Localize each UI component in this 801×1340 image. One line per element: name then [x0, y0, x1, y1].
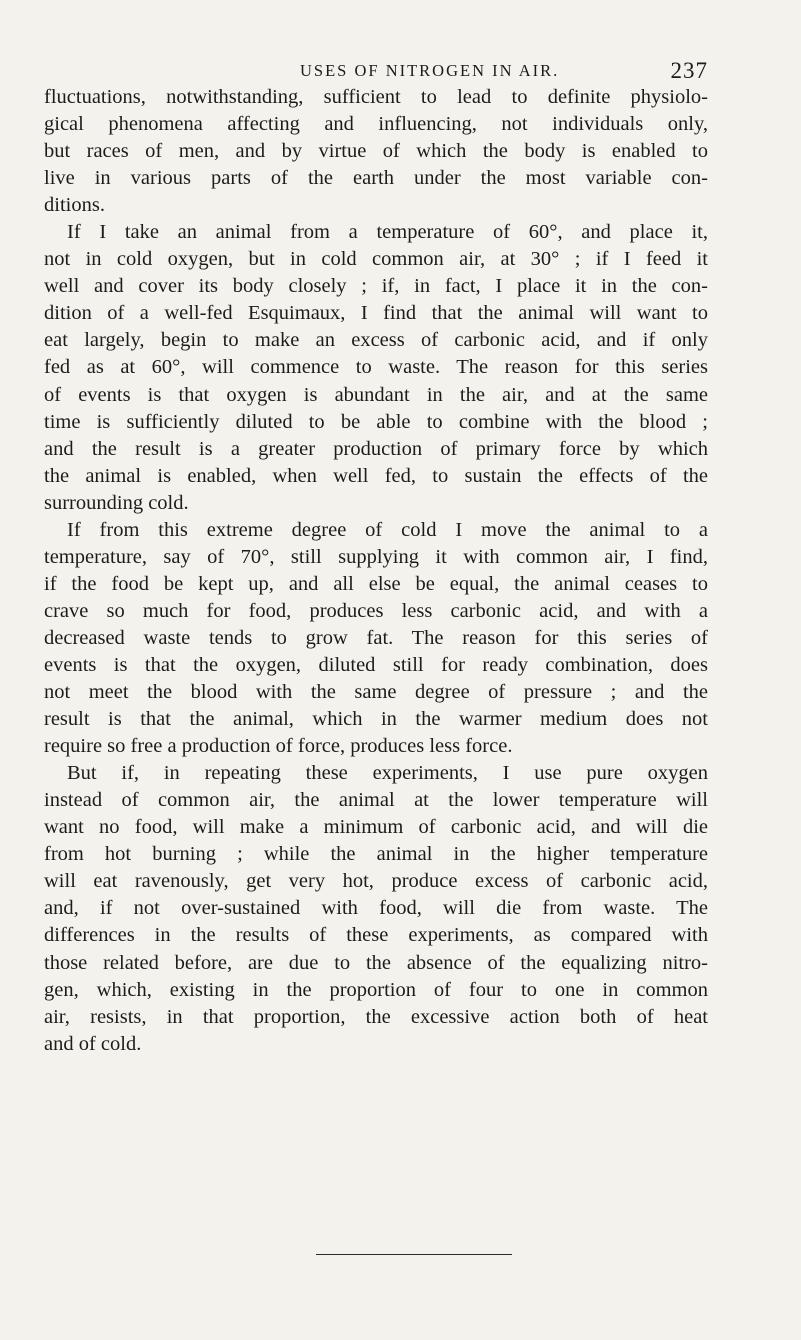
text-line: air, resists, in that proportion, the excessive action both of heat	[44, 1005, 708, 1028]
text-line: but races of men, and by virtue of which the body is enabled to	[44, 140, 708, 163]
text-line: crave so much for food, produces less carbonic acid, and with a	[44, 599, 708, 622]
text-line: the animal is enabled, when well fed, to sustain the effects of the	[44, 464, 708, 487]
text-line: fed as at 60°, will commence to waste. The reason for this series	[44, 356, 708, 379]
text-line: require so free a production of force, produces less force.	[44, 735, 513, 758]
paragraph-4	[44, 760, 708, 1058]
text-line: not meet the blood with the same degree of pressure ; and the	[44, 681, 708, 704]
text-line: ditions.	[44, 194, 105, 217]
text-line: dition of a well-fed Esquimaux, I find that the animal will want to	[44, 302, 708, 325]
running-head-title: USES OF NITROGEN IN AIR.	[300, 61, 560, 80]
body-text	[44, 84, 708, 1058]
text-line: live in various parts of the earth under the most variable con-	[44, 167, 708, 190]
text-line: will eat ravenously, get very hot, produce excess of carbonic acid,	[44, 870, 708, 893]
text-line: if the food be kept up, and all else be equal, the animal ceases to	[44, 572, 708, 595]
text-line: temperature, say of 70°, still supplying it with common air, I find,	[44, 545, 708, 568]
text-line: and the result is a greater production of primary force by which	[44, 437, 708, 460]
text-line: surrounding cold.	[44, 491, 189, 514]
paragraph-1	[44, 84, 708, 219]
text-line: If I take an animal from a temperature of 60°, and place it,	[67, 221, 708, 244]
text-line: and of cold.	[44, 1032, 142, 1055]
text-line: well and cover its body closely ; if, in fact, I place it in the con-	[44, 275, 708, 298]
text-line: fluctuations, notwithstanding, sufficient to lead to definite physiolo-	[44, 86, 708, 108]
text-line: events is that the oxygen, diluted still for ready combination, does	[44, 653, 708, 676]
text-line: and, if not over-sustained with food, will die from waste. The	[44, 897, 708, 920]
text-line: gen, which, existing in the proportion of four to one in common	[44, 978, 708, 1001]
text-line: those related before, are due to the absence of the equalizing nitro-	[44, 951, 708, 974]
text-line: differences in the results of these experiments, as compared with	[44, 924, 708, 947]
text-line: want no food, will make a minimum of carbonic acid, and will die	[44, 816, 708, 839]
running-head	[44, 58, 708, 84]
closing-rule	[316, 1254, 512, 1255]
text-line: eat largely, begin to make an excess of carbonic acid, and if only	[44, 329, 708, 352]
text-line: result is that the animal, which in the warmer medium does not	[44, 708, 708, 731]
text-line: But if, in repeating these experiments, I use pure oxygen	[67, 762, 708, 785]
text-line: not in cold oxygen, but in cold common air, at 30° ; if I feed it	[44, 248, 708, 271]
text-line: instead of common air, the animal at the lower temperature will	[44, 789, 708, 812]
text-line: of events is that oxygen is abundant in the air, and at the same	[44, 383, 708, 406]
page-number: 237	[670, 58, 708, 83]
text-line: If from this extreme degree of cold I move the animal to a	[67, 518, 708, 541]
text-line: time is sufficiently diluted to be able to combine with the blood ;	[44, 410, 708, 433]
text-line: from hot burning ; while the animal in the higher temperature	[44, 843, 708, 866]
text-line: decreased waste tends to grow fat. The reason for this series of	[44, 626, 708, 649]
paragraph-3	[44, 517, 708, 760]
paragraph-2	[44, 219, 708, 517]
text-line: gical phenomena affecting and influencing, not individuals only,	[44, 113, 708, 136]
